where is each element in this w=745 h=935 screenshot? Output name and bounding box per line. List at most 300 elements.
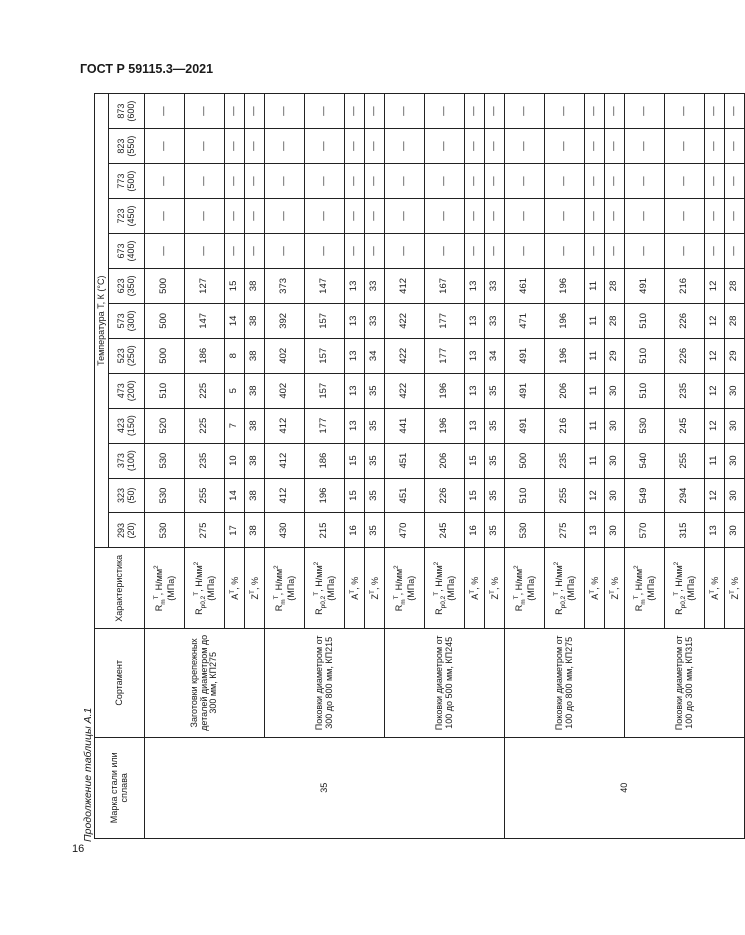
table-row: [385, 94, 425, 839]
characteristic-symbol: R: [153, 604, 164, 612]
value-cell: —: [725, 233, 745, 268]
characteristic-subscript: m: [279, 599, 287, 605]
value-cell: 30: [725, 513, 745, 548]
characteristic-cell: [545, 548, 585, 629]
value-cell: —: [585, 233, 605, 268]
characteristic-cell: [145, 548, 185, 629]
characteristic-superscript: T: [312, 591, 320, 596]
value-cell: —: [465, 164, 485, 199]
characteristic-unit-power: 2: [552, 561, 560, 566]
value-cell: —: [585, 199, 605, 234]
characteristic-unit: , %: [229, 576, 240, 590]
value-cell: —: [725, 199, 745, 234]
value-cell: 177: [305, 408, 345, 443]
characteristic-symbol: Z: [729, 594, 740, 600]
value-cell: 530: [145, 478, 185, 513]
temperature-column-header: [109, 268, 145, 303]
page-number: 16: [72, 843, 85, 855]
value-cell: —: [505, 199, 545, 234]
document-header: ГОСТ Р 59115.3—2021: [80, 62, 214, 76]
value-cell: 196: [545, 338, 585, 373]
value-cell: —: [245, 199, 265, 234]
characteristic-subscript: m: [519, 599, 527, 605]
value-cell: —: [725, 94, 745, 129]
characteristic-subscript: m: [399, 599, 407, 605]
characteristic-superscript: T: [708, 589, 716, 594]
characteristic-superscript: T: [488, 590, 496, 595]
value-cell: —: [225, 233, 245, 268]
characteristic-unit-power: 2: [512, 565, 520, 569]
value-cell: —: [425, 164, 465, 199]
value-cell: 13: [345, 268, 365, 303]
characteristic-superscript: T: [392, 595, 400, 600]
value-cell: 177: [425, 303, 465, 338]
value-cell: 500: [145, 303, 185, 338]
temperature-kelvin: 673: [115, 243, 126, 259]
value-cell: 570: [625, 513, 665, 548]
value-cell: —: [385, 94, 425, 129]
value-cell: —: [265, 164, 305, 199]
characteristic-unit-mpa: (МПа): [565, 575, 576, 601]
temperature-celsius: (300): [125, 310, 136, 332]
value-cell: —: [705, 233, 725, 268]
value-cell: —: [585, 94, 605, 129]
value-cell: —: [665, 233, 705, 268]
characteristic-unit: , Н/мм: [193, 565, 204, 592]
temperature-column-header: [109, 478, 145, 513]
value-cell: —: [705, 94, 725, 129]
value-cell: 35: [365, 408, 385, 443]
value-cell: —: [465, 129, 485, 164]
value-cell: —: [385, 233, 425, 268]
temperature-kelvin: 773: [115, 173, 126, 189]
value-cell: 373: [265, 268, 305, 303]
temperature-celsius: (200): [125, 380, 136, 402]
value-cell: —: [145, 164, 185, 199]
value-cell: 33: [365, 268, 385, 303]
temperature-column-header: [109, 513, 145, 548]
characteristic-symbol: R: [273, 604, 284, 612]
temperature-celsius: (600): [125, 100, 136, 122]
value-cell: —: [345, 129, 365, 164]
characteristic-unit: , %: [469, 576, 480, 590]
value-cell: 11: [585, 373, 605, 408]
value-cell: 38: [245, 303, 265, 338]
value-cell: 255: [185, 478, 225, 513]
value-cell: —: [505, 233, 545, 268]
assortment-cell: Поковки диаметром от 300 до 800 мм, КП215: [265, 629, 385, 737]
characteristic-cell: [605, 548, 625, 629]
value-cell: 38: [245, 373, 265, 408]
value-cell: —: [425, 129, 465, 164]
value-cell: —: [385, 129, 425, 164]
value-cell: 500: [145, 338, 185, 373]
value-cell: —: [305, 129, 345, 164]
characteristic-cell: [585, 548, 605, 629]
value-cell: 275: [185, 513, 225, 548]
value-cell: 206: [425, 443, 465, 478]
characteristic-subscript: p0,2: [679, 595, 687, 609]
value-cell: 196: [425, 408, 465, 443]
value-cell: —: [545, 129, 585, 164]
value-cell: —: [465, 233, 485, 268]
value-cell: 12: [705, 478, 725, 513]
characteristic-unit-power: 2: [672, 561, 680, 566]
value-cell: 500: [145, 268, 185, 303]
value-cell: —: [585, 164, 605, 199]
characteristic-cell: [225, 548, 245, 629]
value-cell: —: [605, 94, 625, 129]
value-cell: —: [425, 94, 465, 129]
temperature-celsius: (350): [125, 275, 136, 297]
characteristic-unit: , Н/мм: [393, 568, 404, 596]
value-cell: —: [265, 129, 305, 164]
value-cell: 33: [485, 303, 505, 338]
value-cell: —: [625, 233, 665, 268]
value-cell: —: [365, 94, 385, 129]
characteristic-unit-mpa: (МПа): [325, 575, 336, 601]
value-cell: 147: [305, 268, 345, 303]
value-cell: 29: [725, 338, 745, 373]
characteristic-superscript: T: [728, 590, 736, 595]
value-cell: 422: [385, 373, 425, 408]
value-cell: 13: [705, 513, 725, 548]
rotated-table-container: [94, 93, 740, 839]
value-cell: 13: [585, 513, 605, 548]
value-cell: —: [485, 233, 505, 268]
value-cell: 12: [705, 268, 725, 303]
value-cell: —: [485, 94, 505, 129]
temperature-kelvin: 323: [115, 488, 126, 504]
value-cell: —: [225, 199, 245, 234]
value-cell: —: [365, 233, 385, 268]
characteristic-unit-power: 2: [192, 561, 200, 566]
assortment-cell: Поковки диаметром от 100 до 500 мм, КП245: [385, 629, 505, 737]
value-cell: 510: [625, 373, 665, 408]
temperature-column-header: [109, 408, 145, 443]
value-cell: 30: [725, 478, 745, 513]
characteristic-cell: [365, 548, 385, 629]
value-cell: 510: [625, 338, 665, 373]
characteristic-unit-mpa: (МПа): [445, 575, 456, 601]
value-cell: —: [385, 199, 425, 234]
value-cell: —: [245, 233, 265, 268]
value-cell: 245: [425, 513, 465, 548]
temperature-celsius: (150): [125, 415, 136, 437]
characteristic-cell: [385, 548, 425, 629]
value-cell: 35: [365, 443, 385, 478]
temperature-kelvin: 373: [115, 453, 126, 469]
value-cell: 11: [585, 303, 605, 338]
characteristic-unit-mpa: (МПа): [205, 575, 216, 601]
characteristic-superscript: T: [672, 591, 680, 596]
characteristic-symbol: Z: [489, 594, 500, 600]
table-row: [145, 94, 185, 839]
temperature-kelvin: 723: [115, 208, 126, 224]
value-cell: 226: [665, 303, 705, 338]
table-row: [505, 94, 545, 839]
temperature-celsius: (50): [125, 487, 136, 504]
value-cell: 412: [265, 478, 305, 513]
grade-cell: 35: [145, 737, 505, 838]
value-cell: —: [305, 164, 345, 199]
characteristic-symbol: Z: [249, 594, 260, 600]
value-cell: 13: [345, 373, 365, 408]
value-cell: 216: [665, 268, 705, 303]
value-cell: 255: [545, 478, 585, 513]
value-cell: 500: [505, 443, 545, 478]
characteristic-unit-mpa: (МПа): [645, 575, 656, 601]
value-cell: 38: [245, 338, 265, 373]
value-cell: 470: [385, 513, 425, 548]
characteristic-superscript: T: [608, 590, 616, 595]
characteristic-cell: [185, 548, 225, 629]
characteristic-unit: , Н/мм: [433, 565, 444, 592]
value-cell: 14: [225, 478, 245, 513]
characteristic-symbol: R: [193, 608, 204, 615]
value-cell: 520: [145, 408, 185, 443]
characteristic-unit: , %: [489, 577, 500, 591]
value-cell: 30: [605, 443, 625, 478]
temperature-column-header: [109, 94, 145, 129]
characteristic-cell: [425, 548, 465, 629]
value-cell: 549: [625, 478, 665, 513]
value-cell: —: [345, 94, 365, 129]
value-cell: 35: [365, 513, 385, 548]
temperature-celsius: (100): [125, 450, 136, 472]
value-cell: 33: [485, 268, 505, 303]
value-cell: —: [345, 164, 365, 199]
value-cell: —: [145, 94, 185, 129]
characteristic-superscript: T: [468, 589, 476, 594]
characteristic-superscript: T: [228, 589, 236, 594]
value-cell: —: [265, 94, 305, 129]
characteristic-cell: [305, 548, 345, 629]
temperature-celsius: (450): [125, 205, 136, 227]
value-cell: 157: [305, 338, 345, 373]
value-cell: 12: [705, 303, 725, 338]
characteristic-cell: [665, 548, 705, 629]
characteristic-unit: , Н/мм: [633, 568, 644, 596]
value-cell: —: [345, 199, 365, 234]
value-cell: 12: [705, 408, 725, 443]
characteristic-unit-mpa: (МПа): [525, 575, 536, 601]
value-cell: —: [585, 129, 605, 164]
value-cell: 13: [345, 408, 365, 443]
value-cell: 13: [345, 338, 365, 373]
temperature-celsius: (400): [125, 240, 136, 262]
value-cell: 11: [585, 408, 605, 443]
value-cell: 255: [665, 443, 705, 478]
value-cell: 34: [365, 338, 385, 373]
value-cell: 530: [145, 513, 185, 548]
value-cell: 196: [545, 303, 585, 338]
value-cell: —: [185, 94, 225, 129]
characteristic-symbol: R: [513, 604, 524, 612]
value-cell: 530: [145, 443, 185, 478]
value-cell: 510: [625, 303, 665, 338]
value-cell: —: [345, 233, 365, 268]
value-cell: 412: [265, 443, 305, 478]
value-cell: 15: [345, 443, 365, 478]
value-cell: 491: [505, 373, 545, 408]
value-cell: —: [305, 199, 345, 234]
characteristic-unit-power: 2: [432, 561, 440, 566]
characteristic-unit: , Н/мм: [673, 565, 684, 592]
characteristic-symbol: R: [393, 604, 404, 612]
characteristic-superscript: T: [432, 591, 440, 596]
value-cell: 226: [425, 478, 465, 513]
temperature-kelvin: 473: [115, 383, 126, 399]
value-cell: —: [185, 233, 225, 268]
value-cell: 30: [725, 408, 745, 443]
characteristic-symbol: R: [313, 608, 324, 615]
characteristic-unit-mpa: (МПа): [685, 575, 696, 601]
value-cell: —: [245, 94, 265, 129]
value-cell: —: [705, 164, 725, 199]
value-cell: —: [545, 94, 585, 129]
value-cell: 206: [545, 373, 585, 408]
characteristic-superscript: T: [368, 590, 376, 595]
characteristic-cell: [705, 548, 725, 629]
value-cell: 177: [425, 338, 465, 373]
value-cell: 402: [265, 373, 305, 408]
value-cell: 16: [345, 513, 365, 548]
characteristic-superscript: T: [348, 589, 356, 594]
characteristic-cell: [245, 548, 265, 629]
characteristic-cell: [265, 548, 305, 629]
temperature-celsius: (250): [125, 345, 136, 367]
characteristic-superscript: T: [248, 590, 256, 595]
value-cell: 38: [245, 478, 265, 513]
value-cell: 167: [425, 268, 465, 303]
value-cell: —: [605, 164, 625, 199]
value-cell: 12: [705, 373, 725, 408]
value-cell: —: [725, 164, 745, 199]
value-cell: —: [485, 164, 505, 199]
characteristic-unit: , Н/мм: [513, 568, 524, 596]
characteristic-subscript: p0,2: [439, 595, 447, 609]
characteristic-symbol: R: [553, 608, 564, 615]
temperature-column-header: [109, 129, 145, 164]
value-cell: —: [705, 199, 725, 234]
header-row-top: [95, 94, 109, 839]
value-cell: 235: [185, 443, 225, 478]
value-cell: —: [545, 164, 585, 199]
value-cell: 196: [305, 478, 345, 513]
value-cell: 186: [185, 338, 225, 373]
value-cell: 451: [385, 478, 425, 513]
value-cell: 35: [485, 513, 505, 548]
characteristic-superscript: T: [512, 595, 520, 600]
characteristic-cell: [485, 548, 505, 629]
value-cell: 13: [465, 373, 485, 408]
assortment-cell: Поковки диаметром от 100 до 800 мм, КП275: [505, 629, 625, 737]
value-cell: —: [245, 164, 265, 199]
grade-cell: 40: [505, 737, 745, 838]
value-cell: 8: [225, 338, 245, 373]
characteristic-superscript: T: [272, 595, 280, 600]
value-cell: 451: [385, 443, 425, 478]
temperature-kelvin: 573: [115, 313, 126, 329]
properties-table: [94, 93, 745, 839]
characteristic-unit: , %: [709, 576, 720, 590]
value-cell: —: [665, 94, 705, 129]
value-cell: 157: [305, 373, 345, 408]
table-body: [145, 94, 745, 839]
assortment-header: Сортамент: [95, 629, 145, 737]
value-cell: 38: [245, 513, 265, 548]
value-cell: —: [605, 129, 625, 164]
value-cell: —: [305, 233, 345, 268]
value-cell: —: [605, 199, 625, 234]
value-cell: —: [505, 94, 545, 129]
value-cell: 491: [505, 408, 545, 443]
characteristic-symbol: R: [433, 608, 444, 615]
characteristic-unit: , Н/мм: [553, 565, 564, 592]
characteristic-unit: , %: [609, 577, 620, 591]
value-cell: 30: [725, 373, 745, 408]
value-cell: 14: [225, 303, 245, 338]
value-cell: 13: [345, 303, 365, 338]
value-cell: 235: [665, 373, 705, 408]
value-cell: —: [545, 233, 585, 268]
value-cell: 422: [385, 303, 425, 338]
characteristic-cell: [505, 548, 545, 629]
value-cell: —: [365, 129, 385, 164]
value-cell: 12: [705, 338, 725, 373]
value-cell: —: [145, 199, 185, 234]
temperature-kelvin: 873: [115, 103, 126, 119]
characteristic-superscript: T: [632, 595, 640, 600]
value-cell: 30: [605, 513, 625, 548]
value-cell: 157: [305, 303, 345, 338]
table-row: [265, 94, 305, 839]
temperature-kelvin: 623: [115, 278, 126, 294]
value-cell: 15: [225, 268, 245, 303]
value-cell: 13: [465, 268, 485, 303]
value-cell: 16: [465, 513, 485, 548]
value-cell: 15: [345, 478, 365, 513]
value-cell: 33: [365, 303, 385, 338]
value-cell: 38: [245, 408, 265, 443]
value-cell: 402: [265, 338, 305, 373]
characteristic-symbol: A: [469, 593, 480, 600]
value-cell: —: [185, 199, 225, 234]
characteristic-symbol: A: [589, 593, 600, 600]
characteristic-cell: [345, 548, 365, 629]
value-cell: 38: [245, 443, 265, 478]
characteristic-superscript: T: [152, 595, 160, 600]
value-cell: —: [185, 129, 225, 164]
value-cell: 491: [505, 338, 545, 373]
value-cell: —: [485, 129, 505, 164]
value-cell: —: [265, 233, 305, 268]
characteristic-cell: [625, 548, 665, 629]
value-cell: 13: [465, 338, 485, 373]
value-cell: 30: [605, 408, 625, 443]
characteristic-subscript: p0,2: [559, 595, 567, 609]
value-cell: 127: [185, 268, 225, 303]
value-cell: —: [545, 199, 585, 234]
value-cell: —: [625, 94, 665, 129]
value-cell: 30: [725, 443, 745, 478]
value-cell: 13: [465, 408, 485, 443]
value-cell: 430: [265, 513, 305, 548]
value-cell: 216: [545, 408, 585, 443]
value-cell: 11: [705, 443, 725, 478]
value-cell: —: [465, 94, 485, 129]
